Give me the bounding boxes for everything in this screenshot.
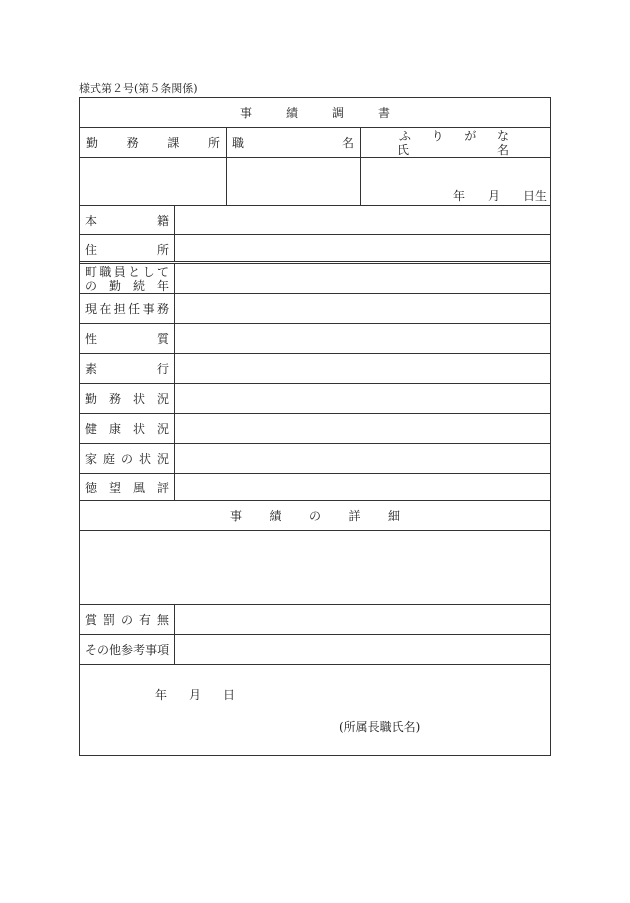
reputation-row-label <box>85 481 169 495</box>
position-header-cell <box>227 128 361 157</box>
service-years-row-label-cell <box>80 264 175 293</box>
header-values-row <box>80 158 550 206</box>
label-char: 日生 <box>522 189 547 203</box>
service-years-row-label-line2 <box>85 279 169 293</box>
other-notes-label <box>85 643 169 657</box>
label-char: 続 <box>132 279 145 293</box>
current-duty-row-value-cell[interactable] <box>175 294 550 323</box>
label-char: 徳 <box>85 481 98 495</box>
label-char: 職 <box>232 136 245 150</box>
label-char: 月 <box>487 189 500 203</box>
form-code: 様式第２号(第５条関係) <box>79 82 198 95</box>
label-char: 町 <box>85 265 98 279</box>
label-char: 家 <box>85 452 98 466</box>
reputation-row-label-cell <box>80 474 175 500</box>
health-status-row-label <box>85 422 169 436</box>
label-char: 務 <box>126 136 139 150</box>
conduct-row <box>80 354 550 384</box>
label-char: 評 <box>156 481 169 495</box>
label-char: 況 <box>156 452 169 466</box>
name-label <box>397 143 509 157</box>
label-char: 素 <box>85 362 98 376</box>
label-char: 参 <box>121 643 134 657</box>
character-row <box>80 324 550 354</box>
label-char: 務 <box>108 392 121 406</box>
current-duty-row <box>80 294 550 324</box>
label-char: し <box>142 265 155 279</box>
conduct-row-label <box>85 362 169 376</box>
label-char: 健 <box>85 422 98 436</box>
label-char: 康 <box>108 422 121 436</box>
address-row-value-cell[interactable] <box>175 235 550 261</box>
address-row-label <box>85 243 169 257</box>
label-char: 住 <box>85 243 98 257</box>
label-char: 細 <box>387 509 400 523</box>
health-status-row <box>80 414 550 444</box>
conduct-row-label-cell <box>80 354 175 383</box>
current-duty-row-label <box>85 302 169 316</box>
title-row <box>80 98 550 128</box>
signer-label: (所属長職氏名) <box>339 720 421 734</box>
label-char: 勤 <box>85 392 98 406</box>
label-char: 庭 <box>102 452 115 466</box>
label-char: 勤 <box>108 279 121 293</box>
label-char: 務 <box>156 302 169 316</box>
label-char: 現 <box>85 302 98 316</box>
label-char: 事 <box>230 509 243 523</box>
label-char: 所 <box>156 243 169 257</box>
label-char: 担 <box>113 302 126 316</box>
label-char: の <box>97 643 110 657</box>
honseki-row <box>80 206 550 235</box>
label-char: 年 <box>453 189 466 203</box>
label-char: 状 <box>138 452 151 466</box>
label-char: 況 <box>156 392 169 406</box>
family-status-row-value-cell[interactable] <box>175 444 550 473</box>
address-row-label-cell <box>80 235 175 261</box>
label-char: 勤 <box>86 136 99 150</box>
label-char: 罰 <box>102 613 115 627</box>
service-years-row-value-cell[interactable] <box>175 264 550 293</box>
label-char: の <box>120 452 133 466</box>
label-char: 行 <box>156 362 169 376</box>
label-char: 有 <box>138 613 151 627</box>
label-char: 事 <box>240 106 253 120</box>
label-char: て <box>156 265 169 279</box>
label-char: と <box>128 265 141 279</box>
label-char: 日 <box>222 688 235 702</box>
label-char: 籍 <box>156 214 169 228</box>
label-char: 在 <box>99 302 112 316</box>
character-row-value-cell[interactable] <box>175 324 550 353</box>
label-char: の <box>85 279 98 293</box>
birth-date-label <box>453 189 547 203</box>
record-form <box>79 97 551 756</box>
label-char: 望 <box>108 481 121 495</box>
label-char: 書 <box>377 106 390 120</box>
label-char: 月 <box>188 688 201 702</box>
label-char: の <box>120 613 133 627</box>
work-status-row-value-cell[interactable] <box>175 384 550 413</box>
label-char: 状 <box>132 392 145 406</box>
details-title-row <box>80 501 550 531</box>
rewards-label <box>85 613 169 627</box>
family-status-row-label-cell <box>80 444 175 473</box>
health-status-row-value-cell[interactable] <box>175 414 550 443</box>
label-char: 質 <box>156 332 169 346</box>
footer-area <box>80 665 550 755</box>
label-char: 任 <box>128 302 141 316</box>
label-char: 風 <box>132 481 145 495</box>
label-char: 年 <box>156 279 169 293</box>
label-char: 事 <box>145 643 158 657</box>
label-char: 調 <box>331 106 344 120</box>
honseki-row-label <box>85 214 169 228</box>
label-char: 無 <box>156 613 169 627</box>
other-notes-label-cell <box>80 635 175 664</box>
service-years-row-label-line1 <box>85 265 169 279</box>
name-value-cell <box>361 158 550 205</box>
details-title <box>230 509 400 523</box>
dept-value-cell <box>80 158 227 205</box>
work-status-row-label <box>85 392 169 406</box>
label-char: な <box>496 129 509 143</box>
position-value-cell <box>227 158 361 205</box>
service-years-row <box>80 264 550 294</box>
label-char: 年 <box>155 688 168 702</box>
dept-header-cell <box>80 128 227 157</box>
label-char: ふ <box>399 129 412 143</box>
work-status-row <box>80 384 550 414</box>
label-char: 職 <box>99 265 112 279</box>
label-char: が <box>464 129 477 143</box>
address-row <box>80 235 550 264</box>
header-row <box>80 128 550 158</box>
label-char: 名 <box>496 143 509 157</box>
label-char: 員 <box>113 265 126 279</box>
honseki-row-label-cell <box>80 206 175 234</box>
label-char: り <box>431 129 444 143</box>
character-row-label-cell <box>80 324 175 353</box>
label-char: そ <box>85 643 98 657</box>
family-status-row <box>80 444 550 474</box>
name-header-cell <box>361 128 550 157</box>
label-char: 氏 <box>397 143 410 157</box>
label-char: 賞 <box>85 613 98 627</box>
dept-label <box>86 136 220 150</box>
reputation-row-value-cell[interactable] <box>175 474 550 500</box>
label-char: 項 <box>157 643 170 657</box>
label-char: 課 <box>167 136 180 150</box>
label-char: 所 <box>207 136 220 150</box>
reputation-row <box>80 474 550 501</box>
label-char: 名 <box>341 136 354 150</box>
label-char: 本 <box>85 214 98 228</box>
position-label <box>232 136 354 150</box>
conduct-row-value-cell[interactable] <box>175 354 550 383</box>
label-char: の <box>308 509 321 523</box>
label-char: 況 <box>156 422 169 436</box>
current-duty-row-label-cell <box>80 294 175 323</box>
label-char: 事 <box>142 302 155 316</box>
label-char: 績 <box>285 106 298 120</box>
character-row-label <box>85 332 169 346</box>
label-char: 績 <box>269 509 282 523</box>
label-char: 詳 <box>348 509 361 523</box>
family-status-row-label <box>85 452 169 466</box>
label-char: 性 <box>85 332 98 346</box>
health-status-row-label-cell <box>80 414 175 443</box>
honseki-row-value-cell[interactable] <box>175 206 550 234</box>
footer-date <box>155 688 235 702</box>
furigana-label <box>399 129 509 143</box>
label-char: 状 <box>132 422 145 436</box>
label-char: 他 <box>109 643 122 657</box>
work-status-row-label-cell <box>80 384 175 413</box>
rewards-label-cell <box>80 605 175 634</box>
label-char: 考 <box>133 643 146 657</box>
form-title <box>240 106 390 120</box>
details-body-row <box>80 531 550 605</box>
other-notes-row <box>80 635 550 665</box>
rewards-row <box>80 605 550 635</box>
